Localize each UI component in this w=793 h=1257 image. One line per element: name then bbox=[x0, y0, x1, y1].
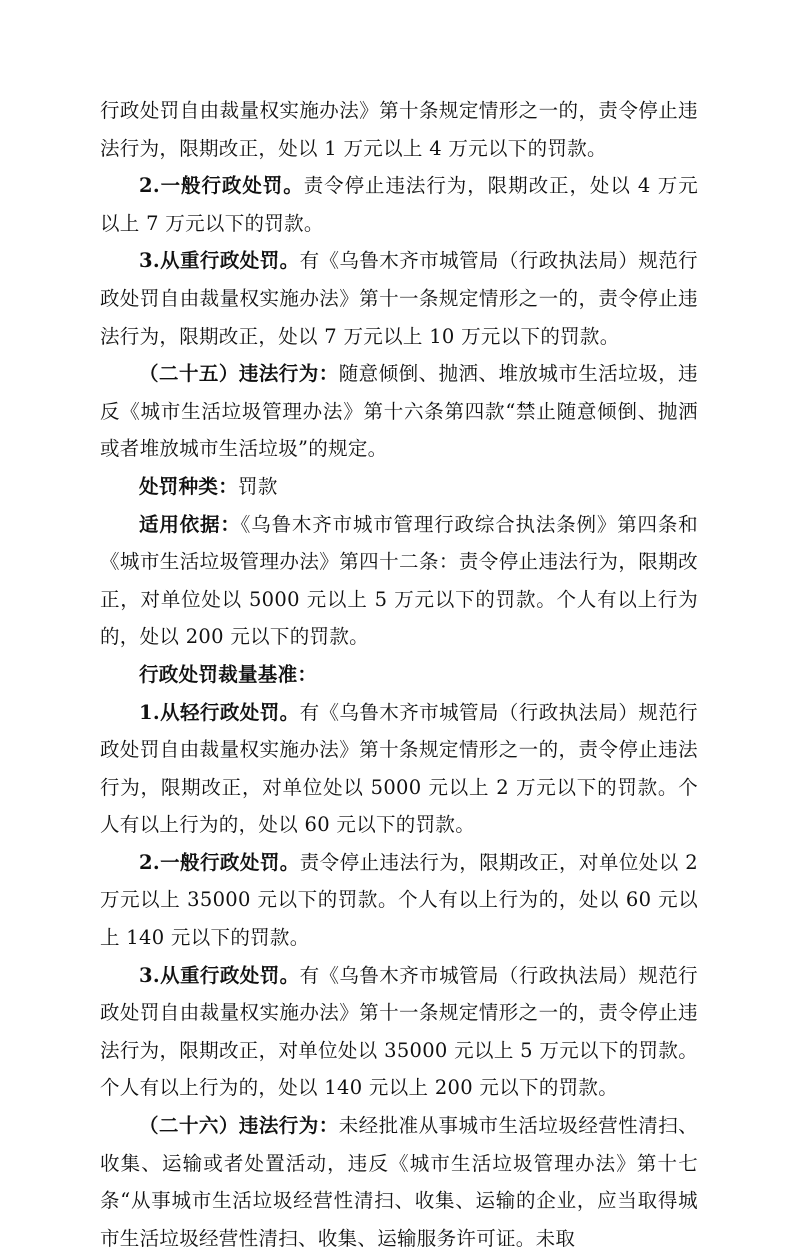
paragraph-penalty-type bbox=[100, 468, 698, 506]
paragraph-text: 有《乌鲁木齐市城管局（行政执法局）规范行政处罚自由裁量权实施办法》第十一条规定情形之一的，责令停止违法行为，限期改正，处以 7 万元以上 10 万元以下的罚款。 bbox=[100, 249, 698, 348]
paragraph-violation-25 bbox=[100, 355, 698, 468]
paragraph-text: 责令停止违法行为，限期改正，对单位处以 2 万元以上 35000 元以下的罚款。个人有以上行为的，处以 60 元以上 140 元以下的罚款。 bbox=[100, 850, 699, 950]
document-page bbox=[100, 92, 698, 1257]
paragraph-heading: 处罚种类： bbox=[139, 474, 239, 498]
paragraph-general-penalty bbox=[100, 167, 698, 242]
paragraph-heading: 2.一般行政处罚。 bbox=[139, 850, 300, 874]
paragraph-general-penalty bbox=[100, 844, 698, 957]
paragraph-heading: （二十六）违法行为： bbox=[139, 1114, 339, 1138]
paragraph-text: 随意倾倒、抛洒、堆放城市生活垃圾，违反《城市生活垃圾管理办法》第十六条第四款“禁止随意倾倒、抛洒或者堆放城市生活垃圾”的规定。 bbox=[100, 362, 698, 461]
paragraph-heading: 3.从重行政处罚。 bbox=[139, 249, 300, 273]
paragraph-text: 有《乌鲁木齐市城管局（行政执法局）规范行政处罚自由裁量权实施办法》第十条规定情形之一的，责令停止违法行为，限期改正，对单位处以 5000 元以上 2 万元以下的罚款。个人有以上行为的，处以 60 元以下的罚款。 bbox=[100, 700, 698, 837]
paragraph-text: 罚款 bbox=[238, 474, 278, 498]
paragraph-heading: 3.从重行政处罚。 bbox=[139, 963, 300, 987]
paragraph-text: 《乌鲁木齐市城市管理行政综合执法条例》第四条和《城市生活垃圾管理办法》第四十二条：责令停止违法行为，限期改正，对单位处以 5000 元以上 5 万元以下的罚款。个人有以上行为的，处以 200 元以下的罚款。 bbox=[100, 512, 698, 649]
paragraph-heading: 2.一般行政处罚。 bbox=[139, 174, 304, 198]
paragraph-heading: （二十五）违法行为： bbox=[139, 362, 339, 386]
paragraph-heading: 1.从轻行政处罚。 bbox=[139, 700, 300, 724]
paragraph-continuation bbox=[100, 92, 698, 167]
paragraph-text: 责令停止违法行为，限期改正，处以 4 万元以上 7 万元以下的罚款。 bbox=[100, 174, 699, 235]
paragraph-heading: 行政处罚裁量基准： bbox=[139, 662, 318, 686]
paragraph-text: 未经批准从事城市生活垃圾经营性清扫、收集、运输或者处置活动，违反《城市生活垃圾管理办法》第十七条“从事城市生活垃圾经营性清扫、收集、运输的企业，应当取得城市生活垃圾经营性清扫、收集、运输服务许可证。未取 bbox=[100, 1114, 698, 1250]
paragraph-lighter-penalty bbox=[100, 694, 698, 844]
paragraph-text: 行政处罚自由裁量权实施办法》第十条规定情形之一的，责令停止违法行为，限期改正，处以 1 万元以上 4 万元以下的罚款。 bbox=[100, 99, 698, 160]
paragraph-heading: 适用依据： bbox=[139, 512, 241, 536]
paragraph-discretion-standard bbox=[100, 656, 698, 694]
paragraph-heavier-penalty bbox=[100, 242, 698, 355]
paragraph-legal-basis bbox=[100, 506, 698, 656]
paragraph-violation-26 bbox=[100, 1107, 698, 1257]
paragraph-heavier-penalty bbox=[100, 957, 698, 1107]
paragraph-text: 有《乌鲁木齐市城管局（行政执法局）规范行政处罚自由裁量权实施办法》第十一条规定情形之一的，责令停止违法行为，限期改正，对单位处以 35000 元以上 5 万元以下的罚款。个人有以上行为的，处以 140 元以上 200 元以下的罚款。 bbox=[100, 963, 698, 1100]
